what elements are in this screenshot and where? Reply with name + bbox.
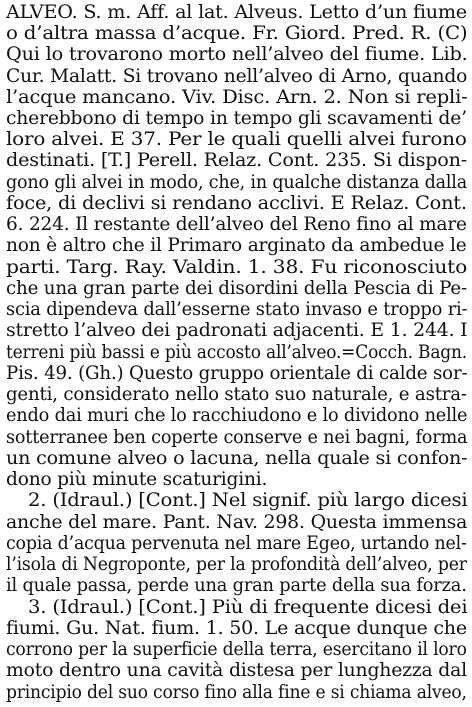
text-line: moto dentro una cavità distesa per lunghezza dal bbox=[6, 660, 467, 681]
text-line: fiumi. Gu. Nat. fium. 1. 50. Le acque dunque che bbox=[6, 618, 467, 639]
text-line: parti. Targ. Ray. Valdin. 1. 38. Fu riconosciuto bbox=[6, 257, 468, 278]
text-line: ALVEO. S. m. Aff. al lat. Alveus. Letto d’un fiume bbox=[6, 2, 467, 23]
text-line: gono gli alvei in modo, che, in qualche distanza dalla bbox=[6, 172, 467, 193]
text-line: Qui lo trovarono morto nell’alveo del fiume. Lib. bbox=[6, 44, 468, 65]
text-line: principio del suo corso fino alla fine e si chiama alveo, bbox=[6, 682, 467, 703]
text-line: l’acque mancano. Viv. Disc. Arn. 2. Non si repli- bbox=[6, 87, 468, 108]
text-line: corrono per la superficie della terra, esercitano il loro bbox=[6, 639, 467, 660]
text-line: genti, considerato nello stato suo naturale, e astra- bbox=[6, 384, 467, 405]
text-line: un comune alveo o lacuna, nella quale si confon- bbox=[6, 448, 468, 469]
text-line: il quale passa, perde una gran parte della sua forza. bbox=[6, 575, 467, 596]
text-line: terreni più bassi e più accosto all’alveo.=Cocch. Bagn. bbox=[6, 342, 468, 363]
text-line: 3. (Idraul.) [Cont.] Più di frequente dicesi dei bbox=[28, 597, 468, 618]
text-line: cherebbono di tempo in tempo gli scavamenti de’ bbox=[6, 108, 467, 129]
text-line: 2. (Idraul.) [Cont.] Nel signif. più largo dicesi bbox=[28, 490, 468, 511]
text-line: stretto l’alveo dei padronati adjacenti. E 1. 244. I bbox=[6, 320, 468, 341]
text-line: che una gran parte dei disordini della Pescia di Pe- bbox=[6, 278, 467, 299]
text-line: scia dipendeva dall’esserne stato invaso e troppo ri- bbox=[6, 299, 468, 320]
text-line: endo dai muri che lo racchiudono e lo dividono nelle bbox=[6, 405, 468, 426]
text-line: destinati. [T.] Perell. Relaz. Cont. 235. Si dispon- bbox=[6, 150, 468, 171]
dictionary-page bbox=[6, 0, 468, 707]
text-line: sotterranee ben coperte conserve e nei bagni, forma bbox=[6, 427, 468, 448]
text-line: copia d’acqua pervenuta nel mare Egeo, urtando nel- bbox=[6, 533, 467, 554]
text-line: 6. 224. Il restante dell’alveo del Reno fino al mare bbox=[6, 214, 467, 235]
text-line: loro alvei. E 37. Per le quali quelli alvei furono bbox=[6, 129, 467, 150]
text-line: anche del mare. Pant. Nav. 298. Questa immensa bbox=[6, 512, 468, 533]
text-line: o d’altra massa d’acque. Fr. Giord. Pred. R. (C) bbox=[6, 23, 468, 44]
text-line: Cur. Malatt. Si trovano nell’alveo di Arno, quando bbox=[6, 66, 468, 87]
text-line: foce, di declivi si rendano acclivi. E Relaz. Cont. bbox=[6, 193, 467, 214]
text-line: l’isola di Negroponte, per la profondità dell’alveo, per bbox=[6, 554, 467, 575]
text-line: Pis. 49. (Gh.) Questo gruppo orientale di calde sor- bbox=[6, 363, 468, 384]
text-line: non è altro che il Primaro arginato da ambedue le bbox=[6, 235, 467, 256]
text-line: dono più minute scaturigini. bbox=[6, 469, 268, 490]
